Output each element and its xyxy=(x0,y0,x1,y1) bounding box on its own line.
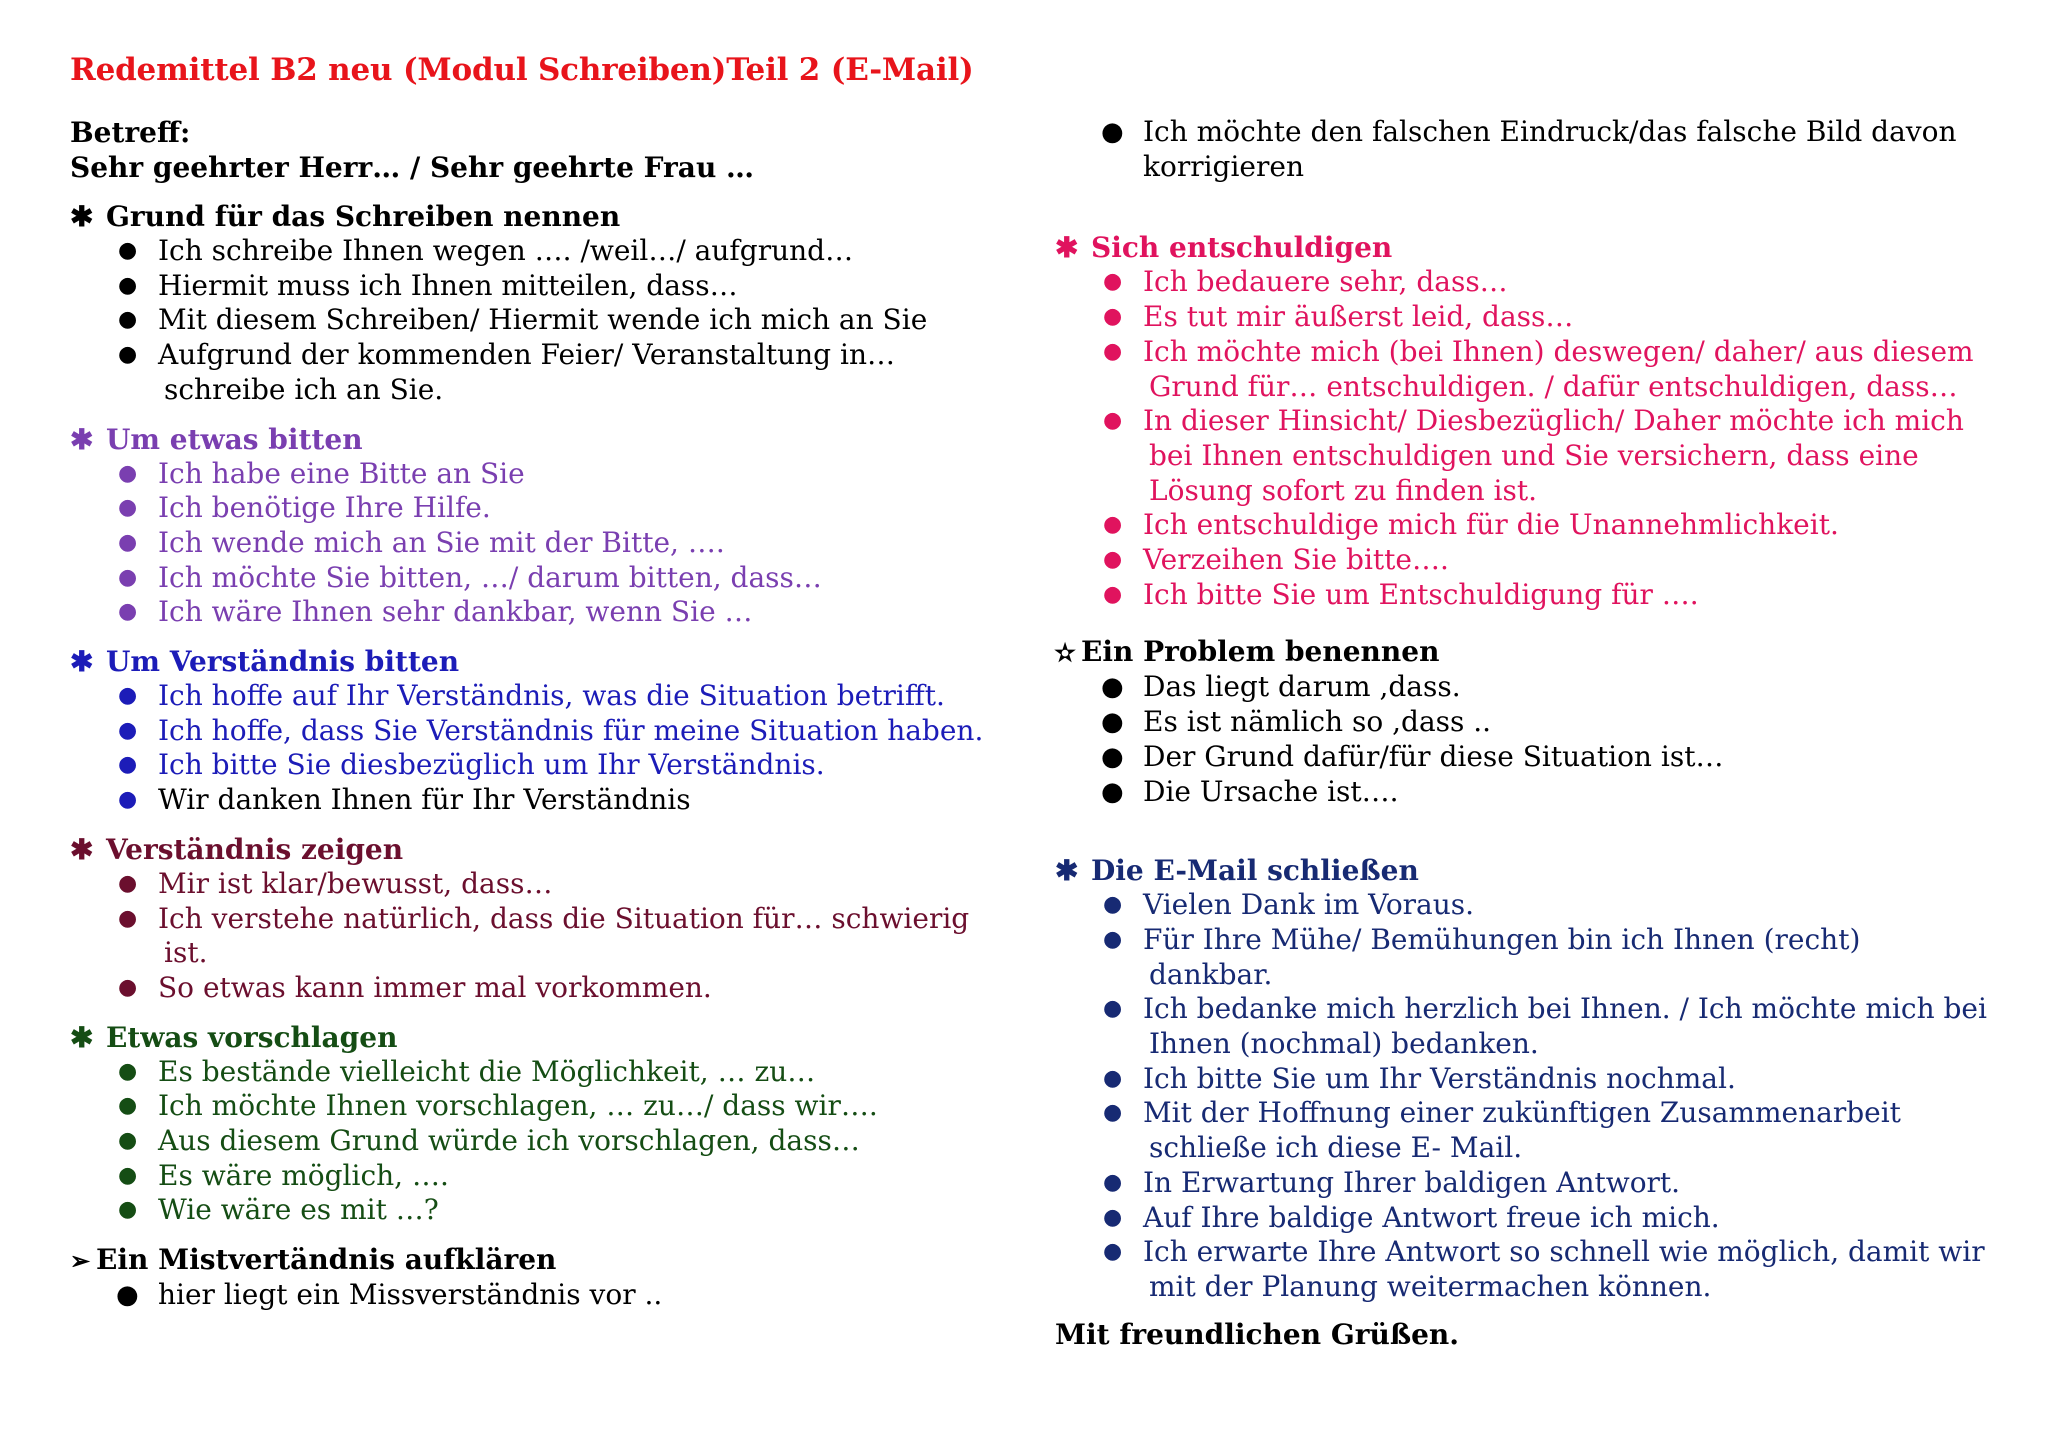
list-item: ● Ich benötige Ihre Hilfe. xyxy=(118,491,491,525)
bullet-icon: ● xyxy=(118,683,138,709)
closing-greeting: Mit freundlichen Grüßen. xyxy=(1055,1317,1460,1351)
asterisk-icon: ✱ xyxy=(70,832,94,866)
heading-text: Grund für das Schreiben nennen xyxy=(106,200,621,233)
list-item: ● Für Ihre Mühe/ Bemühungen bin ich Ihnen (recht) dankbar. xyxy=(1103,922,1861,991)
salutation: Sehr geehrter Herr… / Sehr geehrte Frau … xyxy=(70,151,755,184)
list-item: ● Ich wäre Ihnen sehr dankbar, wenn Sie … xyxy=(118,595,753,629)
list-item: ● Die Ursache ist…. xyxy=(1101,774,1399,808)
bullet-icon: ● xyxy=(118,495,138,521)
section-vorschlagen xyxy=(70,1020,1030,1229)
asterisk-icon: ✱ xyxy=(70,1020,94,1054)
bullet-icon: ● xyxy=(118,717,138,743)
bullet-icon: ● xyxy=(1101,741,1124,772)
asterisk-icon: ✱ xyxy=(70,645,94,679)
asterisk-icon: ✱ xyxy=(1055,231,1079,265)
heading-text: Sich entschuldigen xyxy=(1091,231,1393,265)
list-item: ● Ich möchte Sie bitten, …/ darum bitten, dass… xyxy=(118,560,822,594)
left-column xyxy=(70,115,1030,1313)
section-grund xyxy=(70,199,1030,408)
bullet-icon: ● xyxy=(118,974,138,1000)
list-item: ● Aufgrund der kommenden Feier/ Veranstaltung in… schreibe ich an Sie. xyxy=(118,338,895,406)
list-item: ● hier liegt ein Missverständnis vor .. xyxy=(116,1278,663,1312)
list-item: ● Ich möchte mich (bei Ihnen) deswegen/ daher/ aus diesem Grund für… entschuldigen. / dafür entschuldigen, dass… xyxy=(1103,334,1974,403)
section-schliessen xyxy=(1055,853,2015,1304)
list-item: ● Ich bitte Sie diesbezüglich um Ihr Verständnis. xyxy=(118,748,825,782)
bullet-icon: ● xyxy=(118,1058,138,1084)
bullet-icon: ● xyxy=(118,787,138,813)
list-item: ● So etwas kann immer mal vorkommen. xyxy=(118,970,712,1004)
list-item: ● Verzeihen Sie bitte…. xyxy=(1103,543,1449,577)
bullet-icon: ● xyxy=(1103,1169,1123,1195)
list-item: ● Ich bedanke mich herzlich bei Ihnen. / Ich möchte mich bei Ihnen (nochmal) bedanken. xyxy=(1103,992,1987,1061)
list-item: ● Ich schreibe Ihnen wegen …. /weil…/ aufgrund… xyxy=(118,234,854,267)
heading-text: Die E-Mail schließen xyxy=(1091,854,1419,888)
bullet-icon: ● xyxy=(1103,304,1123,330)
bullet-icon: ● xyxy=(118,905,138,931)
bullet-icon: ● xyxy=(1103,547,1123,573)
heading-text: Ein Problem benennen xyxy=(1081,635,1440,669)
list-item: ● Mir ist klar/bewusst, dass… xyxy=(118,866,553,900)
bullet-icon: ● xyxy=(118,272,138,298)
section-heading xyxy=(1055,230,2015,265)
bullet-icon: ● xyxy=(116,1280,139,1311)
list-item: ● Auf Ihre baldige Antwort freue ich mich. xyxy=(1103,1200,1720,1234)
heading-text: Um Verständnis bitten xyxy=(106,645,460,679)
list-item: ● Ich habe eine Bitte an Sie xyxy=(118,456,525,490)
section-heading xyxy=(1055,853,2015,888)
list-item: ● Ich bitte Sie um Entschuldigung für …. xyxy=(1103,577,1699,611)
bullet-icon: ● xyxy=(118,1093,138,1119)
bullet-icon: ● xyxy=(1103,581,1123,607)
list-item: ● Es wäre möglich, …. xyxy=(118,1158,449,1192)
bullet-icon: ● xyxy=(118,1162,138,1188)
section-heading xyxy=(70,1242,1030,1278)
bullet-icon: ● xyxy=(1101,776,1124,807)
section-entschuldigen xyxy=(1055,230,2015,612)
bullet-icon: ● xyxy=(1103,408,1123,434)
list-item: ● Ich hoffe, dass Sie Verständnis für meine Situation haben. xyxy=(118,713,984,747)
list-item: ● Hiermit muss ich Ihnen mitteilen, dass… xyxy=(118,268,738,302)
list-item: ● Der Grund dafür/für diese Situation ist… xyxy=(1101,739,1724,773)
list-item: ● Ich bitte Sie um Ihr Verständnis nochmal. xyxy=(1103,1061,1736,1095)
heading-text: Verständnis zeigen xyxy=(106,832,404,866)
bullet-icon: ● xyxy=(118,342,138,368)
list-item: ● Wir danken Ihnen für Ihr Verständnis xyxy=(118,783,691,817)
list-item: ● In dieser Hinsicht/ Diesbezüglich/ Daher möchte ich mich bei Ihnen entschuldigen und Sie versichern, dass eine Lösung sofort zu finden ist. xyxy=(1103,404,1964,507)
star-outline-icon: ✫ xyxy=(1055,638,1076,668)
bullet-icon: ● xyxy=(118,564,138,590)
subject-label: Betreff: xyxy=(70,116,191,149)
section-korrigieren xyxy=(1055,115,2015,184)
section-heading xyxy=(70,832,1030,867)
heading-text: Etwas vorschlagen xyxy=(106,1020,398,1054)
asterisk-icon: ✱ xyxy=(70,200,94,233)
section-heading xyxy=(1055,634,2015,670)
bullet-icon: ● xyxy=(1103,1100,1123,1126)
heading-text: Ein Mistvertändnis aufklären xyxy=(96,1243,557,1277)
bullet-icon: ● xyxy=(118,599,138,625)
bullet-icon: ● xyxy=(1103,926,1123,952)
section-verstaendnis-zeigen xyxy=(70,832,1030,1006)
bullet-icon: ● xyxy=(118,307,138,333)
page-title: Redemittel B2 neu (Modul Schreiben)Teil 2 (E-Mail) xyxy=(70,52,974,88)
bullet-icon: ● xyxy=(1101,672,1124,703)
section-bitten xyxy=(70,422,1030,631)
list-item: ● Aus diesem Grund würde ich vorschlagen, dass… xyxy=(118,1124,860,1158)
bullet-icon: ● xyxy=(1103,1204,1123,1230)
bullet-icon: ● xyxy=(1103,269,1123,295)
bullet-icon: ● xyxy=(1103,996,1123,1022)
section-heading xyxy=(70,422,1030,457)
asterisk-icon: ✱ xyxy=(70,422,94,456)
list-item: ● Es ist nämlich so ,dass .. xyxy=(1101,705,1492,739)
list-item: ● Mit der Hoffnung einer zukünftigen Zusammenarbeit schließe ich diese E- Mail. xyxy=(1103,1096,1901,1165)
bullet-icon: ● xyxy=(1103,1239,1123,1265)
bullet-icon: ● xyxy=(118,529,138,555)
list-item: ● Ich möchte den falschen Eindruck/das falsche Bild davon korrigieren xyxy=(1101,115,1957,183)
list-item: ● Ich hoffe auf Ihr Verständnis, was die Situation betrifft. xyxy=(118,679,945,713)
heading-text: Um etwas bitten xyxy=(106,422,363,456)
list-item: ● Mit diesem Schreiben/ Hiermit wende ich mich an Sie xyxy=(118,303,928,337)
bullet-icon: ● xyxy=(118,870,138,896)
bullet-icon: ● xyxy=(1103,892,1123,918)
list-item: ● Ich wende mich an Sie mit der Bitte, …. xyxy=(118,525,725,559)
right-column xyxy=(1055,115,2015,1352)
list-item: ● Es tut mir äußerst leid, dass… xyxy=(1103,300,1574,334)
section-heading xyxy=(70,1020,1030,1055)
bullet-icon: ● xyxy=(118,1197,138,1223)
section-heading xyxy=(70,644,1030,679)
bullet-icon: ● xyxy=(118,238,138,263)
asterisk-icon: ✱ xyxy=(1055,854,1079,888)
section-missverstaendnis xyxy=(70,1242,1030,1313)
list-item: ● Ich bedauere sehr, dass… xyxy=(1103,265,1508,299)
list-item: ● Ich erwarte Ihre Antwort so schnell wie möglich, damit wir mit der Planung weitermachen können. xyxy=(1103,1235,1985,1303)
list-item: ● Ich entschuldige mich für die Unannehmlichkeit. xyxy=(1103,508,1839,542)
arrow-icon: ➢ xyxy=(70,1246,91,1276)
bullet-icon: ● xyxy=(1103,338,1123,364)
bullet-icon: ● xyxy=(118,460,138,486)
bullet-icon: ● xyxy=(118,1128,138,1154)
bullet-icon: ● xyxy=(1103,512,1123,538)
list-item: ● Das liegt darum ,dass. xyxy=(1101,670,1461,704)
list-item: ● Ich möchte Ihnen vorschlagen, … zu…/ dass wir…. xyxy=(118,1089,878,1123)
bullet-icon: ● xyxy=(118,752,138,778)
list-item: ● In Erwartung Ihrer baldigen Antwort. xyxy=(1103,1165,1681,1199)
bullet-icon: ● xyxy=(1101,707,1124,738)
list-item: ● Es bestände vielleicht die Möglichkeit, … zu… xyxy=(118,1054,816,1088)
bullet-icon: ● xyxy=(1103,1065,1123,1091)
list-item: ● Wie wäre es mit …? xyxy=(118,1193,439,1227)
section-verstaendnis-bitten xyxy=(70,644,1030,818)
section-problem xyxy=(1055,634,2015,809)
section-heading xyxy=(70,199,1030,234)
list-item: ● Ich verstehe natürlich, dass die Situation für… schwierig ist. xyxy=(118,901,970,970)
bullet-icon: ● xyxy=(1101,117,1124,147)
list-item: ● Vielen Dank im Voraus. xyxy=(1103,888,1475,922)
